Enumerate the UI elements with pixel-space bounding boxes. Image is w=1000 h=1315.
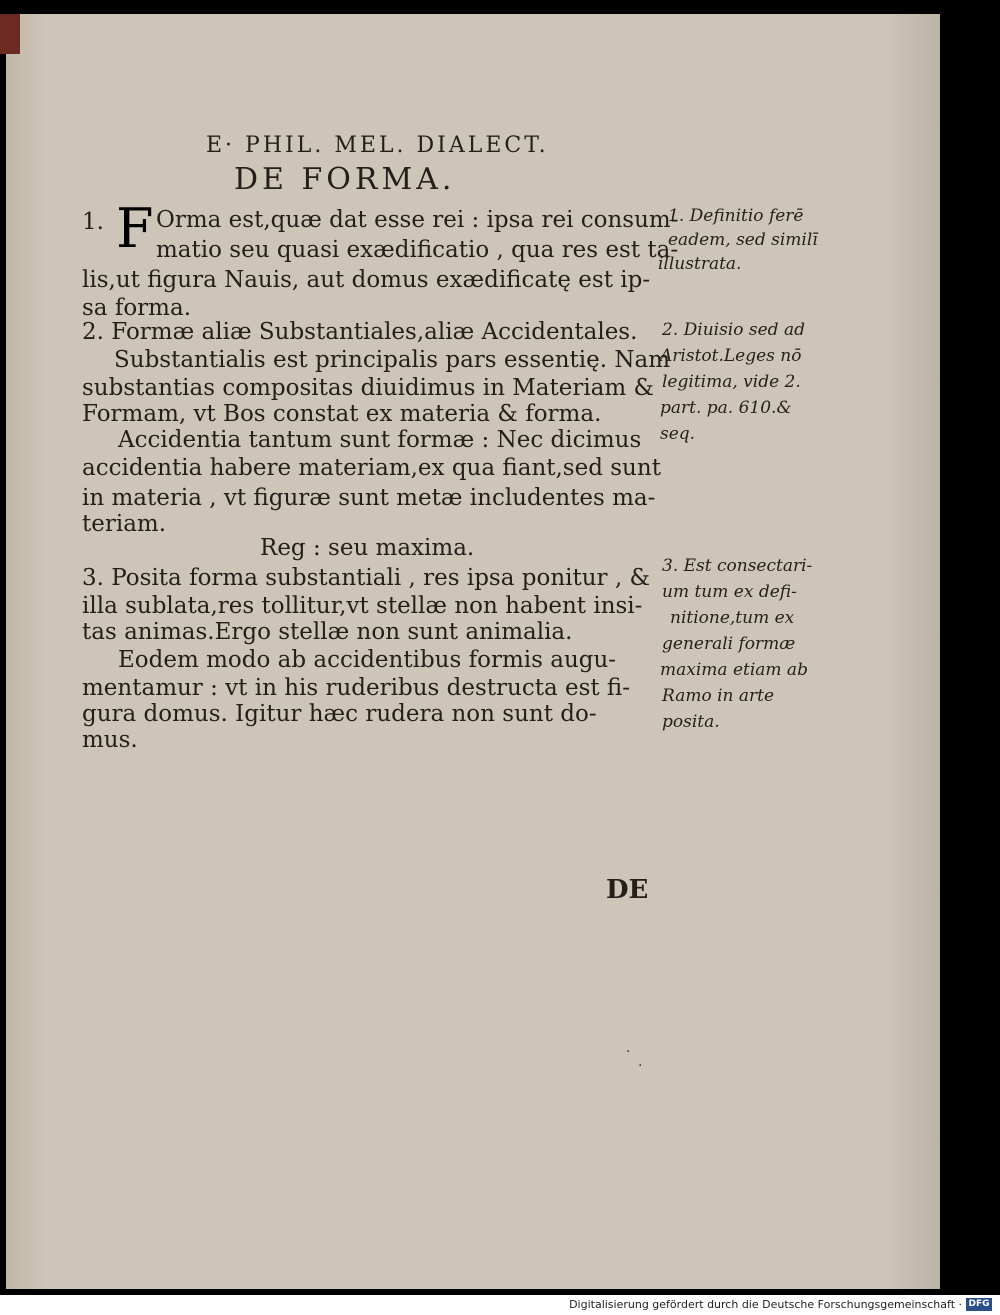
margin-note: posita.	[662, 712, 720, 732]
margin-note: part. pa. 610.&	[660, 398, 792, 418]
text-line: Formam, vt Bos constat ex materia & forma.	[82, 401, 602, 427]
dfg-logo-icon: DFG	[966, 1298, 992, 1311]
text-line: accidentia habere materiam,ex qua fiant,sed sunt	[82, 455, 661, 481]
rule-heading: Reg : seu maxima.	[260, 535, 475, 561]
text-line: tas animas.Ergo stellæ non sunt animalia.	[82, 619, 573, 645]
text-line: lis,ut figura Nauis, aut domus exædificatę est ip-	[82, 267, 651, 293]
margin-note: eadem, sed similī	[668, 230, 818, 250]
margin-note: um tum ex defi-	[662, 582, 797, 602]
text-line: in materia , vt figuræ sunt metæ includentes ma-	[82, 485, 656, 511]
margin-note: 3. Est consectari-	[662, 556, 813, 576]
margin-note: Aristot.Leges nō	[660, 346, 802, 366]
binding-edge	[0, 14, 20, 54]
paragraph-number-1: 1.	[82, 209, 104, 235]
text-line: sa forma.	[82, 295, 192, 321]
margin-note: illustrata.	[658, 254, 742, 274]
text-line: illa sublata,res tollitur,vt stellæ non habent insi-	[82, 593, 643, 619]
section-title: DE FORMA.	[234, 162, 456, 197]
margin-note: generali formæ	[662, 634, 796, 654]
drop-cap: F	[116, 197, 154, 260]
catchword: DE	[606, 875, 649, 905]
text-line: substantias compositas diuidimus in Materiam &	[82, 375, 654, 401]
margin-note: legitima, vide 2.	[662, 372, 801, 392]
text-line: Accidentia tantum sunt formæ : Nec dicimus	[118, 427, 642, 453]
text-line: teriam.	[82, 511, 167, 537]
margin-note: 2. Diuisio sed ad	[662, 320, 805, 340]
footer-credit: Digitalisierung gefördert durch die Deutsche Forschungsgemeinschaft ·	[569, 1298, 962, 1311]
text-line: gura domus. Igitur hæc rudera non sunt do-	[82, 701, 597, 727]
text-line: matio seu quasi exædificatio , qua res est ta-	[156, 237, 679, 263]
text-line: Orma est,quæ dat esse rei : ipsa rei consum-	[156, 207, 679, 233]
text-line: Substantialis est principalis pars essentię. Nam	[114, 347, 671, 373]
running-header: E· PHIL. MEL. DIALECT.	[206, 133, 549, 158]
margin-note: maxima etiam ab	[660, 660, 808, 680]
text-line: Eodem modo ab accidentibus formis augu-	[118, 647, 617, 673]
text-line: 3. Posita forma substantiali , res ipsa ponitur , &	[82, 565, 650, 591]
margin-note: nitione,tum ex	[670, 608, 795, 628]
book-page	[6, 14, 940, 1289]
margin-note: seq.	[660, 424, 696, 444]
text-line: 2. Formæ aliæ Substantiales,aliæ Accidentales.	[82, 319, 638, 345]
text-line: mus.	[82, 727, 138, 753]
text-line: mentamur : vt in his ruderibus destructa est fi-	[82, 675, 631, 701]
paper-speck: ·	[626, 1044, 631, 1060]
margin-note: 1. Definitio ferē	[668, 206, 804, 226]
margin-note: Ramo in arte	[662, 686, 775, 706]
footer-bar	[0, 1295, 1000, 1315]
paper-speck: ·	[638, 1058, 643, 1074]
